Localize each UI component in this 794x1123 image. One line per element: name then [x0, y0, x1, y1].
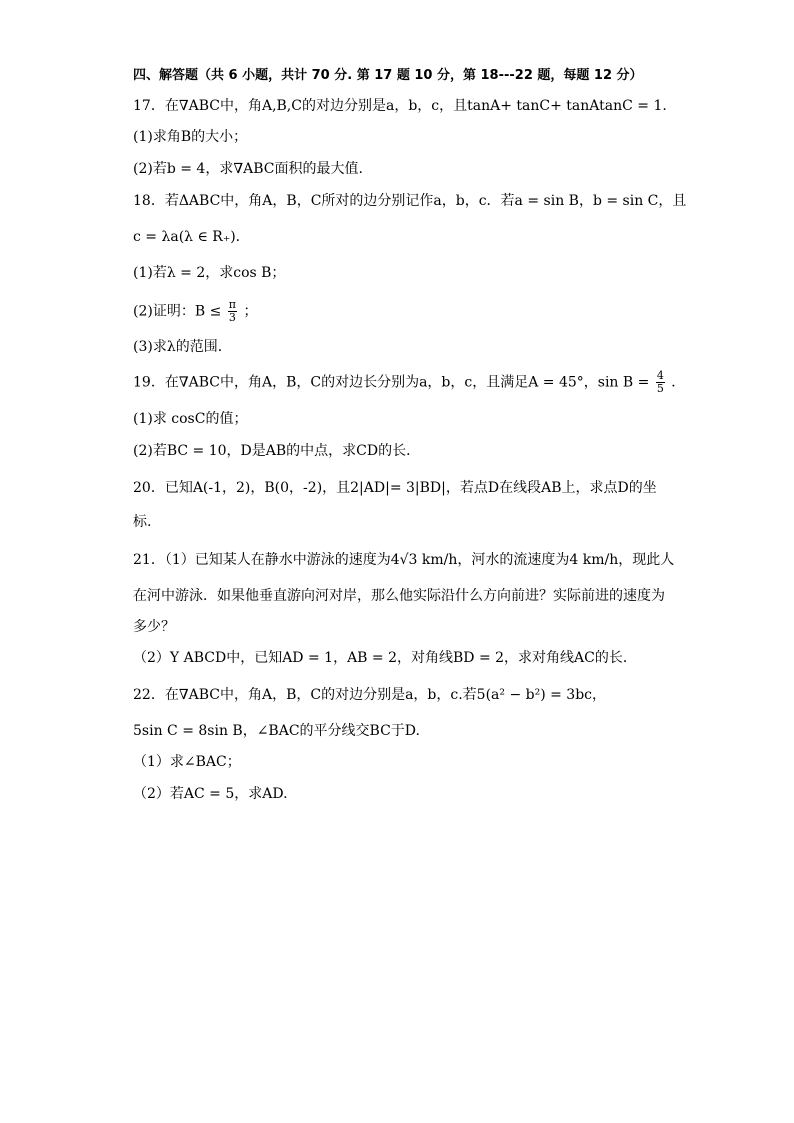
q18-stem: 18．若ΔABC中，角A，B，C所对的边分别记作a，b，c．若a = sin B，b = sin C，且 — [133, 193, 687, 209]
q22-stem-cont: 5sin C = 8sin B，∠BAC的平分线交BC于D. — [133, 723, 420, 739]
q17-stem: 17．在∇ABC中，角A,B,C的对边分别是a，b，c，且tanA+ tanC+ tanAtanC = 1. — [133, 98, 667, 114]
q20-stem-cont: 标. — [133, 514, 152, 530]
q19-part2: (2)若BC = 10，D是AB的中点，求CD的长． — [133, 443, 421, 459]
q18-part2-end: ； — [243, 303, 258, 320]
q20-stem: 20．已知A(-1，2)，B(0，-2)，且2|AD|= 3|BD|，若点D在线段AB上，求点D的坐 — [133, 480, 657, 496]
q17-part1: (1)求角B的大小； — [133, 129, 248, 145]
q19-stem — [133, 370, 685, 395]
q19-part1: (1)求 cosC的值； — [133, 411, 248, 427]
q18-stem-cont: c = λa(λ ∈ R₊)． — [133, 229, 250, 245]
q19-stem-text: 19．在∇ABC中，角A，B，C的对边长分别为a，b，c，且满足A = 45°，sin B = — [133, 374, 650, 391]
fraction-denominator: 5 — [656, 382, 664, 395]
q18-part2-text: (2)证明：B ≤ — [133, 303, 222, 320]
q22-part2: （2）若AC = 5，求AD. — [133, 786, 288, 802]
q18-part2 — [133, 299, 257, 324]
fraction-numerator: π — [228, 298, 236, 311]
q17-part2: (2)若b = 4，求∇ABC面积的最大值. — [133, 161, 363, 177]
fraction-denominator: 3 — [228, 311, 236, 324]
q21-part1-line3: 多少？ — [133, 619, 175, 635]
q22-part1: （1）求∠BAC； — [133, 754, 241, 770]
fraction-numerator: 4 — [656, 369, 664, 382]
fraction-4-over-5 — [656, 370, 665, 395]
q19-stem-end: ． — [671, 374, 686, 391]
q21-part1-line2: 在河中游泳．如果他垂直游向河对岸，那么他实际沿什么方向前进？实际前进的速度为 — [133, 588, 665, 604]
q18-part3: (3)求λ的范围． — [133, 339, 232, 355]
section-header: 四、解答题（共 6 小题，共计 70 分. 第 17 题 10 分，第 18---22 题，每题 12 分） — [133, 68, 643, 83]
q18-part1: (1)若λ = 2，求cos B； — [133, 265, 286, 281]
q22-stem: 22．在∇ABC中，角A，B，C的对边分别是a，b，c.若5(a² − b²) = 3bc， — [133, 687, 607, 703]
q21-part2: （2）Y ABCD中，已知AD = 1，AB = 2，对角线BD = 2，求对角线AC的长． — [133, 650, 637, 666]
fraction-pi-over-3 — [228, 299, 237, 324]
q21-part1-line1: 21．（1）已知某人在静水中游泳的速度为4√3 km/h，河水的流速度为4 km/h，现此人 — [133, 552, 675, 568]
